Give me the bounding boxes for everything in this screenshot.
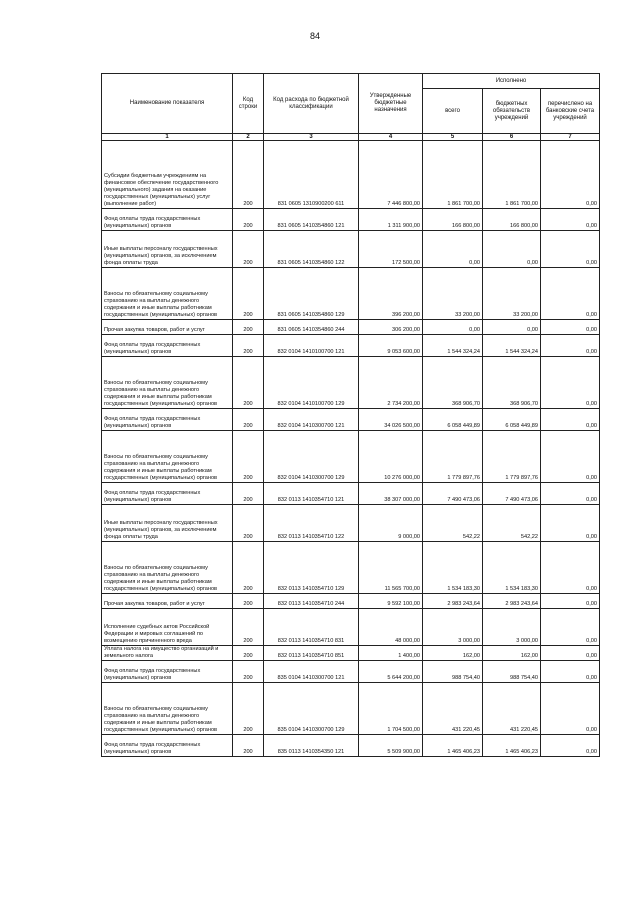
row-total-cell: 0,00 xyxy=(423,231,483,268)
column-number: 6 xyxy=(483,134,541,141)
row-obligations-cell: 988 754,40 xyxy=(483,661,541,683)
row-classification-cell: 831 0605 1410354860 121 xyxy=(264,209,359,231)
row-approved-cell: 172 500,00 xyxy=(359,231,423,268)
row-transferred-cell: 0,00 xyxy=(541,594,600,609)
row-obligations-cell: 166 800,00 xyxy=(483,209,541,231)
table-row xyxy=(102,320,600,335)
row-approved-cell: 306 200,00 xyxy=(359,320,423,335)
row-total-cell: 6 058 449,89 xyxy=(423,409,483,431)
row-name-cell: Прочая закупка товаров, работ и услуг xyxy=(102,594,233,609)
row-obligations-cell: 1 861 700,00 xyxy=(483,141,541,209)
column-number: 2 xyxy=(233,134,264,141)
row-approved-cell: 1 311 900,00 xyxy=(359,209,423,231)
header-approved: Утвержденные бюджетные назначения xyxy=(359,74,423,134)
row-name-cell: Взносы по обязательному социальному страхованию на выплаты денежного содержания и иные выплаты работникам государственных (муниципальных) органов xyxy=(102,431,233,483)
row-classification-cell: 832 0113 1410354710 122 xyxy=(264,505,359,542)
row-total-cell: 1 534 183,30 xyxy=(423,542,483,594)
table-row xyxy=(102,268,600,320)
row-transferred-cell: 0,00 xyxy=(541,231,600,268)
table-row xyxy=(102,483,600,505)
row-transferred-cell: 0,00 xyxy=(541,141,600,209)
row-obligations-cell: 542,22 xyxy=(483,505,541,542)
row-classification-cell: 832 0104 1410100700 121 xyxy=(264,335,359,357)
table-row xyxy=(102,335,600,357)
row-classification-cell: 832 0104 1410300700 129 xyxy=(264,431,359,483)
row-approved-cell: 9 000,00 xyxy=(359,505,423,542)
row-transferred-cell: 0,00 xyxy=(541,661,600,683)
row-name-cell: Фонд оплаты труда государственных (муниципальных) органов xyxy=(102,735,233,757)
header-budget-obligations: бюджетных обязательств учреждений xyxy=(483,89,541,134)
header-total: всего xyxy=(423,89,483,134)
row-obligations-cell: 2 983 243,64 xyxy=(483,594,541,609)
row-obligations-cell: 431 220,45 xyxy=(483,683,541,735)
row-approved-cell: 9 592 100,00 xyxy=(359,594,423,609)
row-name-cell: Фонд оплаты труда государственных (муниципальных) органов xyxy=(102,483,233,505)
row-code-cell: 200 xyxy=(233,609,264,646)
row-code-cell: 200 xyxy=(233,141,264,209)
row-classification-cell: 832 0113 1410354710 851 xyxy=(264,646,359,661)
row-code-cell: 200 xyxy=(233,231,264,268)
row-total-cell: 7 490 473,06 xyxy=(423,483,483,505)
row-approved-cell: 34 026 500,00 xyxy=(359,409,423,431)
row-name-cell: Фонд оплаты труда государственных (муниципальных) органов xyxy=(102,209,233,231)
row-obligations-cell: 1 544 324,24 xyxy=(483,335,541,357)
row-total-cell: 3 000,00 xyxy=(423,609,483,646)
column-number: 3 xyxy=(264,134,359,141)
row-name-cell: Фонд оплаты труда государственных (муниципальных) органов xyxy=(102,409,233,431)
row-transferred-cell: 0,00 xyxy=(541,505,600,542)
row-transferred-cell: 0,00 xyxy=(541,609,600,646)
row-approved-cell: 396 200,00 xyxy=(359,268,423,320)
row-code-cell: 200 xyxy=(233,542,264,594)
row-total-cell: 542,22 xyxy=(423,505,483,542)
row-classification-cell: 832 0113 1410354710 831 xyxy=(264,609,359,646)
row-transferred-cell: 0,00 xyxy=(541,409,600,431)
row-code-cell: 200 xyxy=(233,431,264,483)
column-number: 5 xyxy=(423,134,483,141)
row-code-cell: 200 xyxy=(233,735,264,757)
row-total-cell: 988 754,40 xyxy=(423,661,483,683)
row-approved-cell: 10 276 000,00 xyxy=(359,431,423,483)
table-row xyxy=(102,646,600,661)
column-number: 7 xyxy=(541,134,600,141)
row-approved-cell: 1 400,00 xyxy=(359,646,423,661)
row-code-cell: 200 xyxy=(233,505,264,542)
row-name-cell: Взносы по обязательному социальному страхованию на выплаты денежного содержания и иные выплаты работникам государственных (муниципальных) органов xyxy=(102,268,233,320)
row-total-cell: 1 465 406,23 xyxy=(423,735,483,757)
row-classification-cell: 832 0113 1410354710 244 xyxy=(264,594,359,609)
row-transferred-cell: 0,00 xyxy=(541,335,600,357)
row-total-cell: 0,00 xyxy=(423,320,483,335)
row-classification-cell: 831 0605 1310900200 611 xyxy=(264,141,359,209)
row-approved-cell: 5 644 200,00 xyxy=(359,661,423,683)
row-obligations-cell: 1 534 183,30 xyxy=(483,542,541,594)
row-transferred-cell: 0,00 xyxy=(541,268,600,320)
row-name-cell: Фонд оплаты труда государственных (муниципальных) органов xyxy=(102,335,233,357)
row-total-cell: 33 200,00 xyxy=(423,268,483,320)
column-number: 1 xyxy=(102,134,233,141)
row-obligations-cell: 1 465 406,23 xyxy=(483,735,541,757)
row-code-cell: 200 xyxy=(233,335,264,357)
row-code-cell: 200 xyxy=(233,483,264,505)
row-code-cell: 200 xyxy=(233,661,264,683)
row-total-cell: 1 544 324,24 xyxy=(423,335,483,357)
table-row xyxy=(102,141,600,209)
row-approved-cell: 7 446 800,00 xyxy=(359,141,423,209)
row-obligations-cell: 0,00 xyxy=(483,320,541,335)
row-approved-cell: 11 565 700,00 xyxy=(359,542,423,594)
table-row xyxy=(102,431,600,483)
row-obligations-cell: 0,00 xyxy=(483,231,541,268)
budget-execution-table xyxy=(101,73,600,757)
table-row xyxy=(102,735,600,757)
table-row xyxy=(102,609,600,646)
row-name-cell: Иные выплаты персоналу государственных (муниципальных) органов, за исключением фонда оплаты труда xyxy=(102,231,233,268)
row-total-cell: 162,00 xyxy=(423,646,483,661)
row-approved-cell: 38 307 000,00 xyxy=(359,483,423,505)
row-total-cell: 2 983 243,64 xyxy=(423,594,483,609)
row-approved-cell: 9 053 600,00 xyxy=(359,335,423,357)
table-row xyxy=(102,661,600,683)
row-name-cell: Иные выплаты персоналу государственных (муниципальных) органов, за исключением фонда оплаты труда xyxy=(102,505,233,542)
row-transferred-cell: 0,00 xyxy=(541,683,600,735)
table-row xyxy=(102,357,600,409)
row-obligations-cell: 33 200,00 xyxy=(483,268,541,320)
row-classification-cell: 832 0113 1410354710 129 xyxy=(264,542,359,594)
header-name: Наименование показателя xyxy=(102,74,233,134)
row-obligations-cell: 1 779 897,76 xyxy=(483,431,541,483)
row-name-cell: Взносы по обязательному социальному страхованию на выплаты денежного содержания и иные выплаты работникам государственных (муниципальных) органов xyxy=(102,683,233,735)
table-row xyxy=(102,594,600,609)
row-approved-cell: 2 734 200,00 xyxy=(359,357,423,409)
header-code: Код строки xyxy=(233,74,264,134)
row-name-cell: Субсидии бюджетным учреждениям на финансовое обеспечение государственного (муниципального) задания на оказание государственных (муниципальных) услуг (выполнение работ) xyxy=(102,141,233,209)
row-name-cell: Исполнение судебных актов Российской Федерации и мировых соглашений по возмещению причиненного вреда xyxy=(102,609,233,646)
row-transferred-cell: 0,00 xyxy=(541,209,600,231)
table-row xyxy=(102,231,600,268)
table-row xyxy=(102,542,600,594)
row-name-cell: Уплата налога на имущество организаций и земельного налога xyxy=(102,646,233,661)
row-classification-cell: 832 0113 1410354710 121 xyxy=(264,483,359,505)
row-classification-cell: 832 0104 1410100700 129 xyxy=(264,357,359,409)
row-classification-cell: 831 0605 1410354860 122 xyxy=(264,231,359,268)
row-code-cell: 200 xyxy=(233,357,264,409)
row-classification-cell: 831 0605 1410354860 129 xyxy=(264,268,359,320)
row-code-cell: 200 xyxy=(233,646,264,661)
row-code-cell: 200 xyxy=(233,209,264,231)
row-obligations-cell: 6 058 449,89 xyxy=(483,409,541,431)
row-name-cell: Взносы по обязательному социальному страхованию на выплаты денежного содержания и иные выплаты работникам государственных (муниципальных) органов xyxy=(102,357,233,409)
row-approved-cell: 5 509 900,00 xyxy=(359,735,423,757)
row-approved-cell: 1 704 500,00 xyxy=(359,683,423,735)
row-obligations-cell: 368 906,70 xyxy=(483,357,541,409)
header-transferred: перечислено на банковские счета учреждений xyxy=(541,89,600,134)
row-code-cell: 200 xyxy=(233,320,264,335)
table-row xyxy=(102,209,600,231)
header-classification: Код расхода по бюджетной классификации xyxy=(264,74,359,134)
row-classification-cell: 835 0104 1410300700 129 xyxy=(264,683,359,735)
row-transferred-cell: 0,00 xyxy=(541,357,600,409)
table-body xyxy=(102,141,600,757)
row-total-cell: 1 779 897,76 xyxy=(423,431,483,483)
row-name-cell: Прочая закупка товаров, работ и услуг xyxy=(102,320,233,335)
row-total-cell: 166 800,00 xyxy=(423,209,483,231)
row-name-cell: Фонд оплаты труда государственных (муниципальных) органов xyxy=(102,661,233,683)
row-total-cell: 368 906,70 xyxy=(423,357,483,409)
row-classification-cell: 831 0605 1410354860 244 xyxy=(264,320,359,335)
row-code-cell: 200 xyxy=(233,683,264,735)
row-total-cell: 431 220,45 xyxy=(423,683,483,735)
row-total-cell: 1 861 700,00 xyxy=(423,141,483,209)
row-obligations-cell: 162,00 xyxy=(483,646,541,661)
row-transferred-cell: 0,00 xyxy=(541,735,600,757)
row-classification-cell: 832 0104 1410300700 121 xyxy=(264,409,359,431)
table-row xyxy=(102,505,600,542)
row-classification-cell: 835 0104 1410300700 121 xyxy=(264,661,359,683)
row-obligations-cell: 3 000,00 xyxy=(483,609,541,646)
table-row xyxy=(102,409,600,431)
header-executed: Исполнено xyxy=(423,74,600,89)
row-transferred-cell: 0,00 xyxy=(541,320,600,335)
row-transferred-cell: 0,00 xyxy=(541,646,600,661)
row-transferred-cell: 0,00 xyxy=(541,542,600,594)
row-transferred-cell: 0,00 xyxy=(541,431,600,483)
row-code-cell: 200 xyxy=(233,268,264,320)
page-number: 84 xyxy=(309,31,320,41)
row-obligations-cell: 7 490 473,06 xyxy=(483,483,541,505)
column-number: 4 xyxy=(359,134,423,141)
row-code-cell: 200 xyxy=(233,594,264,609)
row-name-cell: Взносы по обязательному социальному страхованию на выплаты денежного содержания и иные выплаты работникам государственных (муниципальных) органов xyxy=(102,542,233,594)
row-transferred-cell: 0,00 xyxy=(541,483,600,505)
row-approved-cell: 48 000,00 xyxy=(359,609,423,646)
table-row xyxy=(102,683,600,735)
row-classification-cell: 835 0113 1410354350 121 xyxy=(264,735,359,757)
row-code-cell: 200 xyxy=(233,409,264,431)
